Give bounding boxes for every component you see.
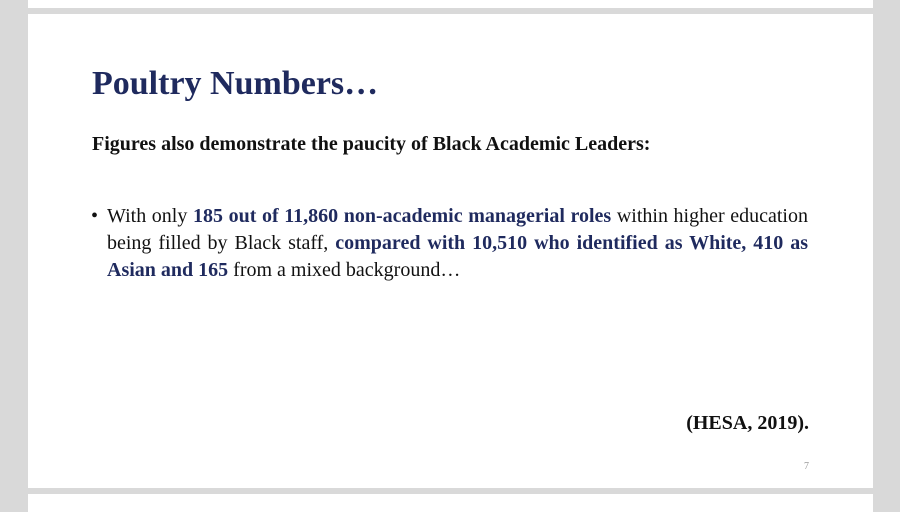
- bullet-text-2: within higher education being filled by Black staff,: [107, 205, 808, 254]
- next-slide-thumbnail[interactable]: [28, 494, 873, 512]
- bullet-text-1: With only: [107, 205, 193, 227]
- page-number: 7: [804, 461, 809, 472]
- bullet-icon: •: [91, 205, 99, 227]
- bullet-highlight-2: compared with 10,510 who identified as White, 410 as Asian and 165: [107, 232, 808, 281]
- citation: (HESA, 2019).: [686, 412, 809, 434]
- slide: [28, 14, 873, 488]
- bullet-highlight-1: 185 out of 11,860 non-academic managerial roles: [192, 205, 612, 227]
- bullet-list: [88, 203, 808, 284]
- previous-slide-thumbnail[interactable]: [28, 0, 873, 8]
- bullet-text-3: from a mixed background…: [228, 259, 461, 281]
- slide-subtitle: Figures also demonstrate the paucity of Black Academic Leaders:: [92, 133, 651, 155]
- slide-title: Poultry Numbers…: [92, 65, 379, 102]
- bullet-item: [88, 203, 808, 284]
